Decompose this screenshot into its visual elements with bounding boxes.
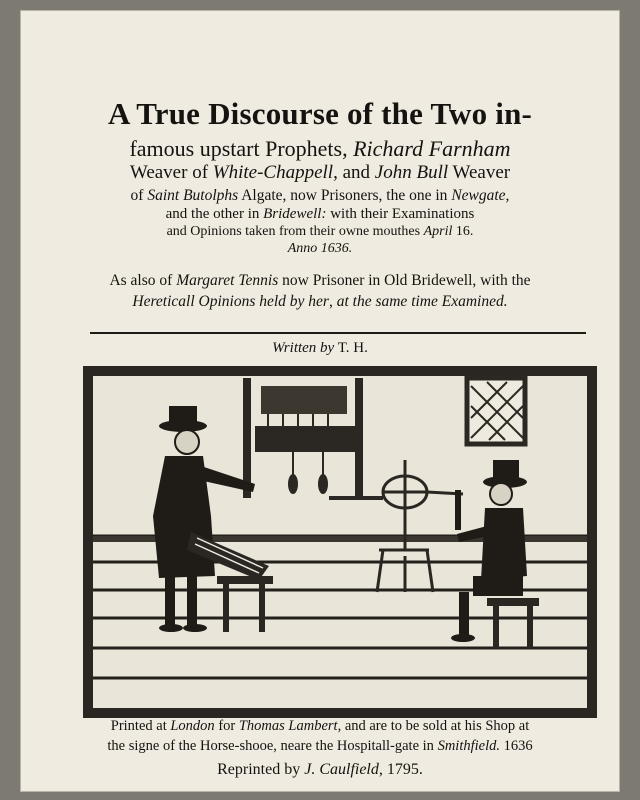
- footer-text: , and are to be sold at his Shop at: [337, 718, 530, 734]
- footer-text: 1636: [500, 738, 533, 754]
- name-richard-farnham: Richard Farnham: [353, 136, 511, 161]
- title-text: 16.: [452, 224, 474, 239]
- also-text: As also of: [109, 272, 177, 289]
- place-newgate: Newgate,: [451, 187, 510, 204]
- footer-line-3: [20, 761, 620, 779]
- broadside-sheet: [20, 10, 620, 792]
- title-line-2: [20, 136, 620, 162]
- also-text: now Prisoner in Old Bridewell, with the: [278, 272, 531, 289]
- title-line-6: [20, 224, 620, 240]
- also-line-2: [20, 293, 620, 311]
- name-j-caulfield: J. Caulfield,: [304, 761, 383, 778]
- title-line-3: [20, 162, 620, 184]
- name-thomas-lambert: Thomas Lambert: [238, 718, 338, 734]
- title-text: , and: [333, 162, 375, 183]
- title-line-4: [20, 187, 620, 205]
- title-text: and Opinions taken from their owne mouthes: [166, 224, 424, 239]
- place-bridewell: Bridewell:: [263, 206, 327, 222]
- footer-text: the signe of the Horse-shooe, neare the Hospitall-gate in: [107, 738, 438, 754]
- title-text: with their Examinations: [326, 206, 475, 222]
- name-john-bull: John Bull: [374, 162, 449, 183]
- title-line-1: A True Discourse of the Two in-: [107, 96, 533, 131]
- name-margaret-tennis: Margaret Tennis: [176, 272, 279, 289]
- author-line: [20, 340, 620, 357]
- title-text: Weaver of: [129, 162, 213, 183]
- title-text: Algate, now Prisoners, the one in: [238, 187, 452, 204]
- footer-text: for: [214, 718, 239, 734]
- title-text: of: [130, 187, 148, 204]
- footer-line-2: [20, 738, 620, 755]
- title-text: famous upstart Prophets,: [129, 136, 354, 161]
- title-text: Weaver: [448, 162, 511, 183]
- footer-text: Printed at: [110, 718, 171, 734]
- footer-text: 1795.: [382, 761, 423, 778]
- footer-line-1: [20, 718, 620, 735]
- woodcut-illustration: [83, 366, 597, 718]
- place-london: London: [170, 718, 215, 734]
- horizontal-rule: [90, 332, 586, 334]
- footer-text: Reprinted by: [217, 761, 305, 778]
- also-text: ,: [328, 293, 337, 310]
- title-line-5: [20, 206, 620, 223]
- author-prefix: Written by: [272, 340, 335, 356]
- also-italic: at the same time Examined.: [336, 293, 508, 310]
- date-april: April: [423, 224, 453, 239]
- title-year: Anno 1636.: [287, 241, 353, 256]
- also-line-1: [20, 272, 620, 290]
- also-italic: Hereticall Opinions held by her: [132, 293, 329, 310]
- place-white-chappell: White-Chappell: [212, 162, 334, 183]
- lattice-window: [467, 378, 525, 444]
- place-saint-butolphs: Saint Butolphs: [147, 187, 239, 204]
- title-text: and the other in: [165, 206, 264, 222]
- place-smithfield: Smithfield.: [437, 738, 500, 754]
- author-name: T. H.: [334, 340, 368, 356]
